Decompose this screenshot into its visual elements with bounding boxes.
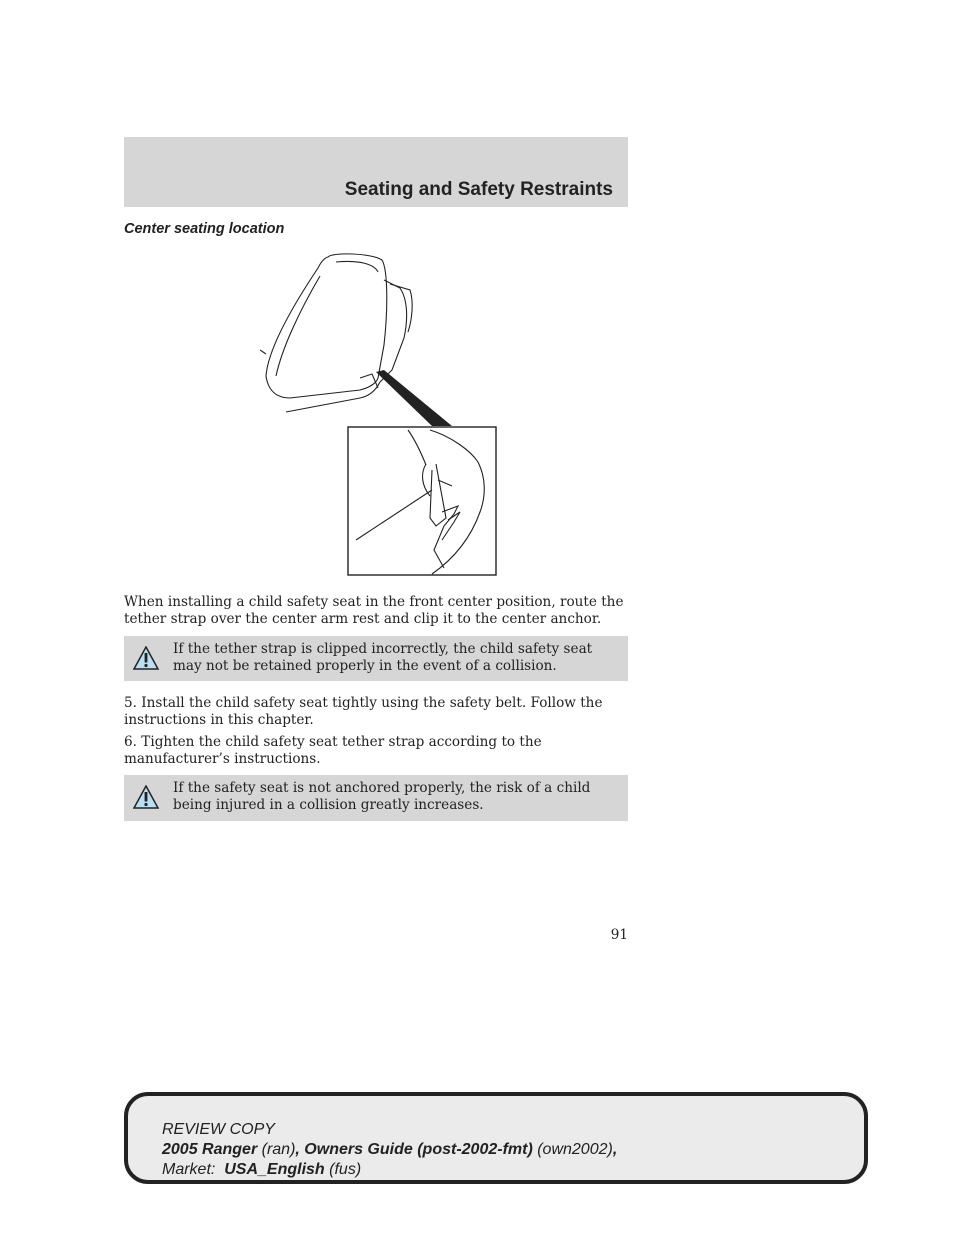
review-label: REVIEW COPY xyxy=(162,1121,275,1138)
warning-text: If the tether strap is clipped incorrectly, the child safety seat may not be retained properly in the event of a collision. xyxy=(173,641,593,674)
page-number: 91 xyxy=(610,927,628,943)
market-name: USA_English xyxy=(224,1161,325,1178)
warning-triangle-icon xyxy=(133,646,159,670)
step-6-paragraph: 6. Tighten the child safety seat tether strap according to the manufacturer’s instructions. xyxy=(124,734,542,767)
warning-box xyxy=(124,775,628,821)
child-seat-tether-anchor-illustration xyxy=(260,250,510,580)
review-copy-box xyxy=(124,1092,868,1184)
warning-box xyxy=(124,636,628,681)
step-5-paragraph: 5. Install the child safety seat tightly using the safety belt. Follow the instructions in this chapter. xyxy=(124,695,603,728)
guide-name: , Owners Guide (post-2002-fmt) xyxy=(295,1141,533,1158)
warning-text: If the safety seat is not anchored properly, the risk of a child being injured in a collision greatly increases. xyxy=(173,780,591,813)
review-copy-text xyxy=(162,1120,617,1180)
comma: , xyxy=(612,1141,618,1158)
section-header-band xyxy=(124,137,628,207)
subheading: Center seating location xyxy=(124,221,285,237)
instruction-paragraph: When installing a child safety seat in the front center position, route the tether strap over the center arm rest and clip it to the center anchor. xyxy=(124,594,624,627)
market-code: (fus) xyxy=(324,1161,362,1178)
model-code: (ran) xyxy=(257,1141,296,1158)
model-name: 2005 Ranger xyxy=(162,1141,258,1158)
guide-code: (own2002) xyxy=(532,1141,613,1158)
section-title: Seating and Safety Restraints xyxy=(344,179,613,200)
market-label: Market: xyxy=(162,1161,225,1178)
warning-triangle-icon xyxy=(133,785,159,809)
